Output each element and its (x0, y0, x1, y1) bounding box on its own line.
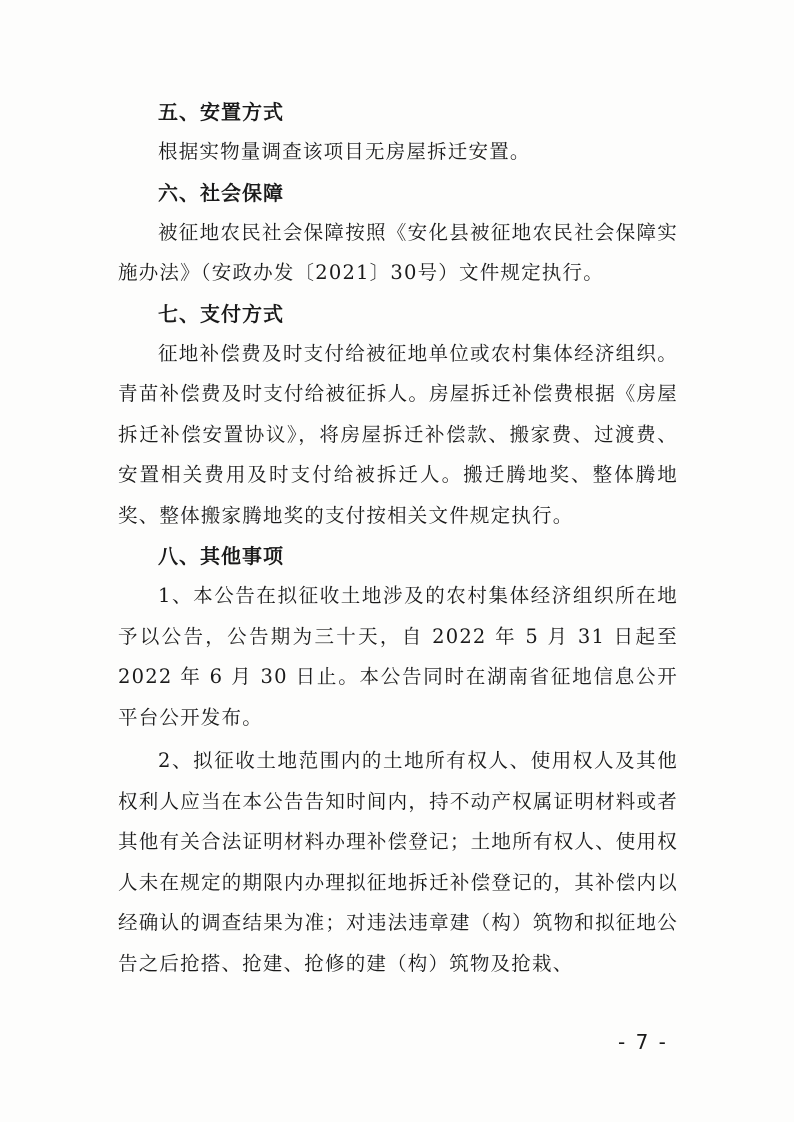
document-body (118, 92, 678, 984)
section-heading-social-security: 六、社会保障 (158, 180, 284, 205)
section-heading-other-matters: 八、其他事项 (158, 544, 284, 568)
section-heading-resettlement: 五、安置方式 (158, 100, 284, 124)
paragraph-social-security: 被征地农民社会保障按照《安化县被征地农民社会保障实施办法》（安政办发〔2021〕30号）文件规定执行。 (118, 220, 678, 284)
section-heading-payment: 七、支付方式 (158, 301, 284, 326)
page-number: - 7 - (618, 1030, 668, 1054)
paragraph-other-2: 2、拟征收土地范围内的土地所有权人、使用权人及其他权利人应当在本公告告知时间内，持不动产权属证明材料或者其他有关合法证明材料办理补偿登记；土地所有权人、使用权人未在规定的期限内办理拟征地拆迁补偿登记的，其补偿内以经确认的调查结果为准；对违法违章建（构）筑物和拟征地公告之后抢搭、抢建、抢修的建（构）筑物及抢栽、 (118, 749, 678, 975)
paragraph-payment: 征地补偿费及时支付给被征地单位或农村集体经济组织。青苗补偿费及时支付给被征拆人。房屋拆迁补偿费根据《房屋拆迁补偿安置协议》，将房屋拆迁补偿款、搬家费、过渡费、安置相关费用及时支付给被拆迁人。搬迁腾地奖、整体腾地奖、整体搬家腾地奖的支付按相关文件规定执行。 (118, 341, 678, 527)
paragraph-other-1: 1、本公告在拟征收土地涉及的农村集体经济组织所在地予以公告，公告期为三十天，自 2022 年 5 月 31 日起至 2022 年 6 月 30 日止。本公告同时在湖南省征地信息公开平台公开发布。 (118, 584, 678, 729)
paragraph-resettlement: 根据实物量调查该项目无房屋拆迁安置。 (158, 140, 531, 163)
